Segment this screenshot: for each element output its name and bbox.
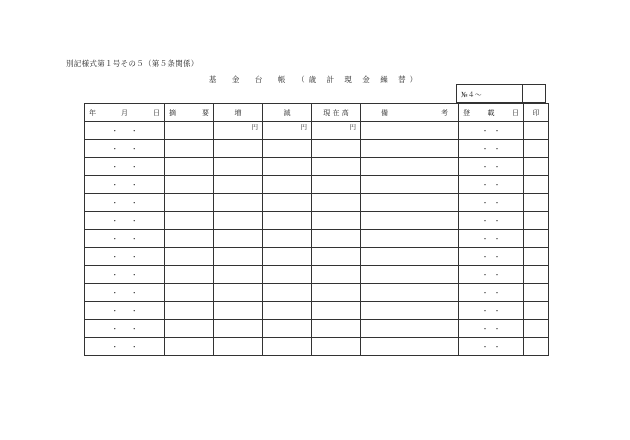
cell-seal[interactable]	[524, 338, 549, 356]
cell-balance[interactable]	[312, 266, 361, 284]
header-summary-1: 摘	[169, 108, 176, 117]
cell-seal[interactable]	[524, 158, 549, 176]
cell-decrease[interactable]	[263, 212, 312, 230]
header-remarks-2: 考	[441, 108, 448, 117]
cell-increase[interactable]	[214, 140, 263, 158]
date-dot: ・	[111, 252, 119, 261]
cell-remarks[interactable]	[361, 194, 459, 212]
table-row	[85, 302, 549, 320]
cell-seal[interactable]	[524, 140, 549, 158]
registration-separators	[459, 270, 523, 280]
date-dot: ・	[493, 342, 501, 351]
cell-balance[interactable]	[312, 176, 361, 194]
cell-balance[interactable]	[312, 212, 361, 230]
cell-seal[interactable]	[524, 176, 549, 194]
date-dot: ・	[111, 342, 119, 351]
registration-separators	[459, 342, 523, 352]
ledger-body	[85, 122, 549, 356]
yen-unit: 円	[349, 123, 356, 131]
cell-date[interactable]	[85, 230, 165, 248]
table-row	[85, 158, 549, 176]
table-row	[85, 176, 549, 194]
cell-decrease[interactable]	[263, 302, 312, 320]
cell-decrease[interactable]	[263, 122, 312, 140]
yen-unit: 円	[251, 123, 258, 131]
cell-decrease[interactable]	[263, 194, 312, 212]
date-dot: ・	[481, 162, 489, 171]
cell-seal[interactable]	[524, 212, 549, 230]
cell-date[interactable]	[85, 140, 165, 158]
header-date	[85, 104, 165, 122]
cell-balance[interactable]	[312, 320, 361, 338]
cell-seal[interactable]	[524, 122, 549, 140]
cell-summary[interactable]	[165, 158, 214, 176]
header-increase: 増	[214, 104, 263, 122]
cell-summary[interactable]	[165, 320, 214, 338]
cell-registration[interactable]	[459, 248, 524, 266]
date-dot: ・	[130, 306, 138, 315]
date-dot: ・	[493, 234, 501, 243]
date-dot: ・	[493, 162, 501, 171]
cell-remarks[interactable]	[361, 266, 459, 284]
date-dot: ・	[481, 198, 489, 207]
date-separators	[85, 180, 164, 190]
registration-separators	[459, 162, 523, 172]
cell-registration[interactable]	[459, 266, 524, 284]
cell-increase[interactable]	[214, 302, 263, 320]
date-dot: ・	[111, 324, 119, 333]
date-dot: ・	[493, 198, 501, 207]
date-dot: ・	[493, 324, 501, 333]
date-dot: ・	[493, 288, 501, 297]
date-dot: ・	[481, 288, 489, 297]
cell-summary[interactable]	[165, 194, 214, 212]
yen-unit: 円	[300, 123, 307, 131]
cell-increase[interactable]	[214, 212, 263, 230]
cell-remarks[interactable]	[361, 248, 459, 266]
cell-balance[interactable]	[312, 194, 361, 212]
cell-summary[interactable]	[165, 122, 214, 140]
date-dot: ・	[130, 234, 138, 243]
header-decrease: 減	[263, 104, 312, 122]
cell-remarks[interactable]	[361, 176, 459, 194]
date-dot: ・	[493, 126, 501, 135]
cell-registration[interactable]	[459, 338, 524, 356]
cell-increase[interactable]	[214, 158, 263, 176]
date-separators	[85, 252, 164, 262]
cell-decrease[interactable]	[263, 140, 312, 158]
cell-summary[interactable]	[165, 176, 214, 194]
cell-seal[interactable]	[524, 284, 549, 302]
cell-increase[interactable]	[214, 338, 263, 356]
cell-decrease[interactable]	[263, 248, 312, 266]
registration-separators	[459, 252, 523, 262]
table-row	[85, 122, 549, 140]
cell-increase[interactable]	[214, 194, 263, 212]
cell-date[interactable]	[85, 176, 165, 194]
cell-seal[interactable]	[524, 248, 549, 266]
header-remarks-1: 備	[381, 108, 388, 117]
cell-seal[interactable]	[524, 266, 549, 284]
cell-increase[interactable]	[214, 266, 263, 284]
header-seal: 印	[524, 104, 549, 122]
cell-decrease[interactable]	[263, 266, 312, 284]
registration-separators	[459, 306, 523, 316]
date-dot: ・	[493, 216, 501, 225]
header-summary	[165, 104, 214, 122]
date-dot: ・	[111, 198, 119, 207]
registration-separators	[459, 216, 523, 226]
cell-balance[interactable]	[312, 122, 361, 140]
cell-summary[interactable]	[165, 140, 214, 158]
date-dot: ・	[130, 342, 138, 351]
registration-separators	[459, 288, 523, 298]
date-dot: ・	[111, 162, 119, 171]
date-dot: ・	[130, 216, 138, 225]
cell-registration[interactable]	[459, 194, 524, 212]
cell-registration[interactable]	[459, 284, 524, 302]
cell-summary[interactable]	[165, 302, 214, 320]
title-text: 基 金 台 帳 （歳 計 現 金 繰 替）	[208, 75, 422, 84]
date-dot: ・	[111, 180, 119, 189]
date-separators	[85, 324, 164, 334]
cell-summary[interactable]	[165, 230, 214, 248]
cell-remarks[interactable]	[361, 230, 459, 248]
header-day: 日	[153, 108, 160, 117]
cell-balance[interactable]	[312, 248, 361, 266]
cell-summary[interactable]	[165, 248, 214, 266]
date-dot: ・	[111, 126, 119, 135]
cell-summary[interactable]	[165, 338, 214, 356]
registration-separators	[459, 144, 523, 154]
cell-decrease[interactable]	[263, 158, 312, 176]
date-separators	[85, 216, 164, 226]
date-dot: ・	[481, 252, 489, 261]
date-dot: ・	[130, 252, 138, 261]
header-row	[85, 104, 549, 122]
date-dot: ・	[130, 180, 138, 189]
cell-date[interactable]	[85, 248, 165, 266]
cell-date[interactable]	[85, 194, 165, 212]
cell-remarks[interactable]	[361, 122, 459, 140]
cell-decrease[interactable]	[263, 320, 312, 338]
header-reg-1: 登	[463, 108, 470, 117]
table-row	[85, 212, 549, 230]
date-separators	[85, 288, 164, 298]
header-month: 月	[121, 108, 128, 117]
cell-seal[interactable]	[524, 230, 549, 248]
cell-summary[interactable]	[165, 266, 214, 284]
date-dot: ・	[111, 216, 119, 225]
date-dot: ・	[130, 270, 138, 279]
form-reference: 別記様式第１号その５（第５条関係）	[66, 59, 199, 68]
cell-increase[interactable]	[214, 248, 263, 266]
date-dot: ・	[130, 162, 138, 171]
table-row	[85, 230, 549, 248]
cell-registration[interactable]	[459, 122, 524, 140]
cell-balance[interactable]	[312, 284, 361, 302]
registration-separators	[459, 180, 523, 190]
cell-date[interactable]	[85, 266, 165, 284]
cell-date[interactable]	[85, 302, 165, 320]
header-summary-2: 要	[202, 108, 209, 117]
table-row	[85, 266, 549, 284]
date-dot: ・	[493, 252, 501, 261]
cell-summary[interactable]	[165, 212, 214, 230]
date-dot: ・	[130, 126, 138, 135]
header-remarks	[361, 104, 459, 122]
cell-balance[interactable]	[312, 230, 361, 248]
cell-balance[interactable]	[312, 140, 361, 158]
cell-increase[interactable]	[214, 284, 263, 302]
date-dot: ・	[130, 288, 138, 297]
date-dot: ・	[481, 270, 489, 279]
cell-registration[interactable]	[459, 158, 524, 176]
cell-registration[interactable]	[459, 212, 524, 230]
date-dot: ・	[481, 144, 489, 153]
date-dot: ・	[481, 234, 489, 243]
date-separators	[85, 144, 164, 154]
date-dot: ・	[493, 270, 501, 279]
table-row	[85, 248, 549, 266]
cell-registration[interactable]	[459, 230, 524, 248]
cell-increase[interactable]	[214, 320, 263, 338]
date-separators	[85, 126, 164, 136]
header-reg-3: 日	[512, 108, 519, 117]
number-label: №４～	[461, 91, 482, 99]
cell-increase[interactable]	[214, 122, 263, 140]
cell-decrease[interactable]	[263, 176, 312, 194]
cell-date[interactable]	[85, 158, 165, 176]
date-dot: ・	[493, 180, 501, 189]
cell-date[interactable]	[85, 284, 165, 302]
cell-registration[interactable]	[459, 140, 524, 158]
date-dot: ・	[111, 306, 119, 315]
date-dot: ・	[481, 216, 489, 225]
date-dot: ・	[111, 234, 119, 243]
cell-date[interactable]	[85, 212, 165, 230]
date-dot: ・	[481, 324, 489, 333]
cell-balance[interactable]	[312, 302, 361, 320]
date-dot: ・	[481, 306, 489, 315]
cell-date[interactable]	[85, 122, 165, 140]
table-row	[85, 320, 549, 338]
cell-decrease[interactable]	[263, 338, 312, 356]
registration-separators	[459, 126, 523, 136]
date-separators	[85, 162, 164, 172]
cell-increase[interactable]	[214, 230, 263, 248]
table-row	[85, 194, 549, 212]
cell-increase[interactable]	[214, 176, 263, 194]
date-separators	[85, 306, 164, 316]
ledger-table	[84, 103, 549, 356]
header-reg-2: 載	[487, 108, 495, 117]
date-separators	[85, 198, 164, 208]
date-dot: ・	[130, 144, 138, 153]
cell-registration[interactable]	[459, 320, 524, 338]
date-dot: ・	[111, 144, 119, 153]
header-balance: 現 在 高	[312, 104, 361, 122]
date-separators	[85, 234, 164, 244]
number-box-divider	[522, 85, 523, 102]
cell-remarks[interactable]	[361, 284, 459, 302]
cell-seal[interactable]	[524, 194, 549, 212]
cell-remarks[interactable]	[361, 320, 459, 338]
date-dot: ・	[130, 198, 138, 207]
date-dot: ・	[481, 342, 489, 351]
cell-remarks[interactable]	[361, 140, 459, 158]
registration-separators	[459, 198, 523, 208]
cell-remarks[interactable]	[361, 338, 459, 356]
cell-decrease[interactable]	[263, 284, 312, 302]
cell-registration[interactable]	[459, 176, 524, 194]
cell-remarks[interactable]	[361, 302, 459, 320]
table-row	[85, 338, 549, 356]
date-dot: ・	[130, 324, 138, 333]
cell-date[interactable]	[85, 338, 165, 356]
date-dot: ・	[111, 270, 119, 279]
date-dot: ・	[481, 180, 489, 189]
date-separators	[85, 342, 164, 352]
cell-decrease[interactable]	[263, 230, 312, 248]
cell-balance[interactable]	[312, 338, 361, 356]
date-dot: ・	[493, 144, 501, 153]
header-year: 年	[89, 108, 96, 117]
cell-summary[interactable]	[165, 284, 214, 302]
header-registration-date	[459, 104, 524, 122]
cell-balance[interactable]	[312, 158, 361, 176]
cell-date[interactable]	[85, 320, 165, 338]
cell-remarks[interactable]	[361, 158, 459, 176]
number-box	[456, 84, 546, 103]
registration-separators	[459, 324, 523, 334]
date-dot: ・	[481, 126, 489, 135]
table-row	[85, 284, 549, 302]
date-dot: ・	[493, 306, 501, 315]
date-dot: ・	[111, 288, 119, 297]
table-row	[85, 140, 549, 158]
cell-seal[interactable]	[524, 320, 549, 338]
registration-separators	[459, 234, 523, 244]
cell-seal[interactable]	[524, 302, 549, 320]
cell-registration[interactable]	[459, 302, 524, 320]
date-separators	[85, 270, 164, 280]
cell-remarks[interactable]	[361, 212, 459, 230]
